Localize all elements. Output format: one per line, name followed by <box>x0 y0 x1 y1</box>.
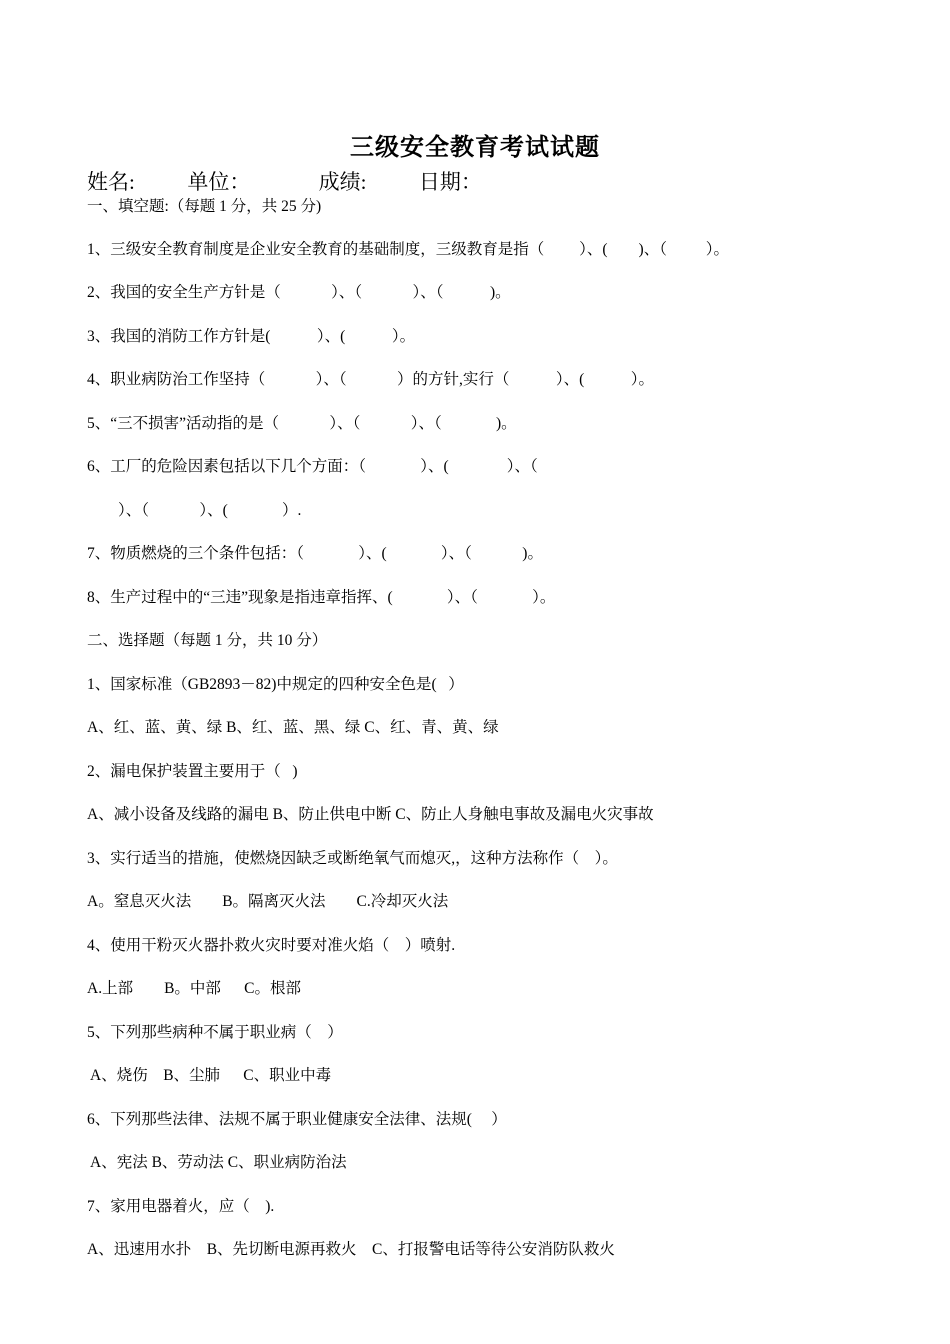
question-line: 1、国家标准（GB2893－82)中规定的四种安全色是( ） <box>87 676 464 693</box>
question-line: 4、使用干粉灭火器扑救火灾时要对准火焰（ ）喷射. <box>87 937 456 954</box>
question-line: 1、三级安全教育制度是企业安全教育的基础制度，三级教育是指（ ）、( )、（ ）。 <box>87 241 729 258</box>
options-line: A、迅速用水扑 B、先切断电源再救火 C、打报警电话等待公安消防队救火 <box>87 1241 615 1258</box>
question-line: 3、我国的消防工作方针是( ）、( ）。 <box>87 328 416 345</box>
candidate-info-line: 姓名: 单位： 成绩: 日期： <box>87 170 482 194</box>
question-line: 5、下列那些病种不属于职业病（ ） <box>87 1024 343 1041</box>
options-line: A、烧伤 B、尘肺 C、职业中毒 <box>87 1067 332 1084</box>
question-line: 5、“三不损害”活动指的是（ ）、（ ）、（ )。 <box>87 415 517 432</box>
section-choice-heading: 二、选择题（每题 1 分，共 10 分） <box>87 632 328 649</box>
question-line: 8、生产过程中的“三违”现象是指违章指挥、( ）、（ ）。 <box>87 589 556 606</box>
question-line: 7、物质燃烧的三个条件包括：（ ）、( ）、（ )。 <box>87 545 543 562</box>
question-line: 2、漏电保护装置主要用于（ ) <box>87 763 298 780</box>
question-line: 2、我国的安全生产方针是（ ）、（ ）、（ )。 <box>87 284 511 301</box>
section-fill-blank-heading: 一、填空题:（每题 1 分，共 25 分) <box>87 198 322 215</box>
question-line: 6、下列那些法律、法规不属于职业健康安全法律、法规( ） <box>87 1111 507 1128</box>
options-line: A.上部 B。中部 C。根部 <box>87 980 301 997</box>
options-line: A、红、蓝、黄、绿 B、红、蓝、黑、绿 C、红、青、黄、绿 <box>87 719 499 736</box>
options-line: A、减小设备及线路的漏电 B、防止供电中断 C、防止人身触电事故及漏电火灾事故 <box>87 806 654 823</box>
options-line: A、宪法 B、劳动法 C、职业病防治法 <box>87 1154 347 1171</box>
question-line: 4、职业病防治工作坚持（ ）、（ ）的方针,实行（ ）、( ）。 <box>87 371 655 388</box>
question-line: 7、家用电器着火，应（ ). <box>87 1198 275 1215</box>
question-line: 3、实行适当的措施，使燃烧因缺乏或断绝氧气而熄灭,，这种方法称作（ ）。 <box>87 850 618 867</box>
options-line: A。窒息灭火法 B。隔离灭火法 C.冷却灭火法 <box>87 893 449 910</box>
question-line: 6、工厂的危险因素包括以下几个方面：（ ）、( ）、（ <box>87 458 538 475</box>
question-line: ）、（ ）、( ）. <box>87 502 302 519</box>
page-title: 三级安全教育考试试题 <box>350 135 600 161</box>
